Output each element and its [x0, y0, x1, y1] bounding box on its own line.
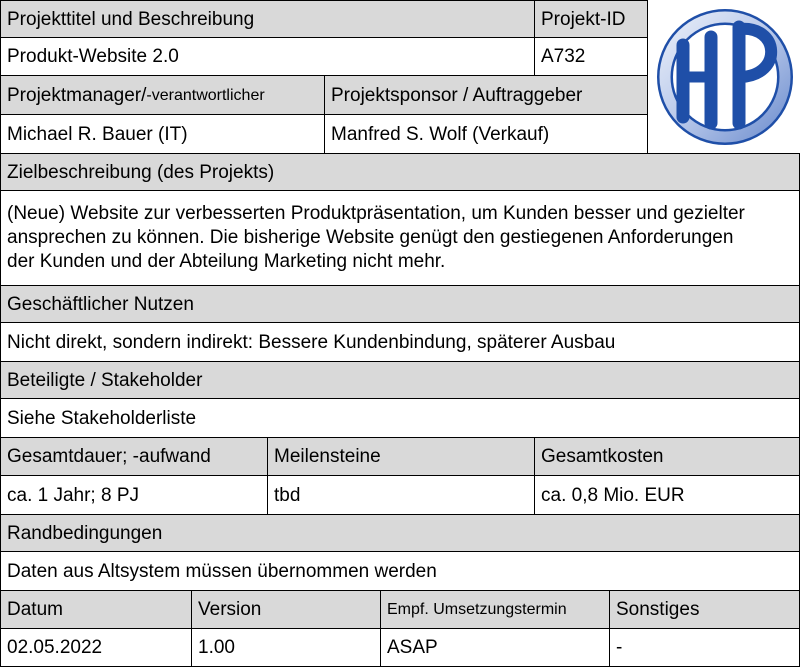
benefit-value: Nicht direkt, sondern indirekt: Bessere Kundenbindung, späterer Ausbau: [0, 322, 800, 362]
project-id-value: A732: [534, 37, 648, 76]
deadline-label: Empf. Umsetzungstermin: [380, 590, 610, 629]
date-value: 02.05.2022: [0, 628, 192, 667]
project-title-label: Projekttitel und Beschreibung: [0, 0, 535, 38]
version-label: Version: [191, 590, 381, 629]
duration-value: ca. 1 Jahr; 8 PJ: [0, 475, 268, 515]
milestones-label: Meilensteine: [267, 437, 535, 476]
hp-logo-icon: [655, 5, 795, 145]
project-id-label: Projekt-ID: [534, 0, 648, 38]
milestones-value: tbd: [267, 475, 535, 515]
date-label: Datum: [0, 590, 192, 629]
constraints-label: Randbedingungen: [0, 514, 800, 552]
manager-value: Michael R. Bauer (IT): [0, 114, 325, 154]
deadline-value: ASAP: [380, 628, 610, 667]
manager-label: [0, 75, 325, 115]
project-title-value: Produkt-Website 2.0: [0, 37, 535, 76]
costs-value: ca. 0,8 Mio. EUR: [534, 475, 800, 515]
goal-label: Zielbeschreibung (des Projekts): [0, 153, 800, 191]
sponsor-value: Manfred S. Wolf (Verkauf): [324, 114, 648, 154]
manager-label-main: Projektmanager/: [7, 84, 147, 106]
manager-label-small: -verantwortlicher: [146, 86, 265, 104]
goal-value: (Neue) Website zur verbesserten Produktpräsentation, um Kunden besser und gezielter ansprechen zu können. Die bisherige Website genügt den gestiegenen Anforderungen der Kunden und der Abteilung Marketing nicht mehr.: [0, 190, 800, 286]
misc-value: -: [609, 628, 800, 667]
stakeholders-label: Beteiligte / Stakeholder: [0, 361, 800, 399]
version-value: 1.00: [191, 628, 381, 667]
sponsor-label: Projektsponsor / Auftraggeber: [324, 75, 648, 115]
stakeholders-value: Siehe Stakeholderliste: [0, 398, 800, 438]
constraints-value: Daten aus Altsystem müssen übernommen werden: [0, 551, 800, 591]
duration-label: Gesamtdauer; -aufwand: [0, 437, 268, 476]
costs-label: Gesamtkosten: [534, 437, 800, 476]
benefit-label: Geschäftlicher Nutzen: [0, 285, 800, 323]
misc-label: Sonstiges: [609, 590, 800, 629]
